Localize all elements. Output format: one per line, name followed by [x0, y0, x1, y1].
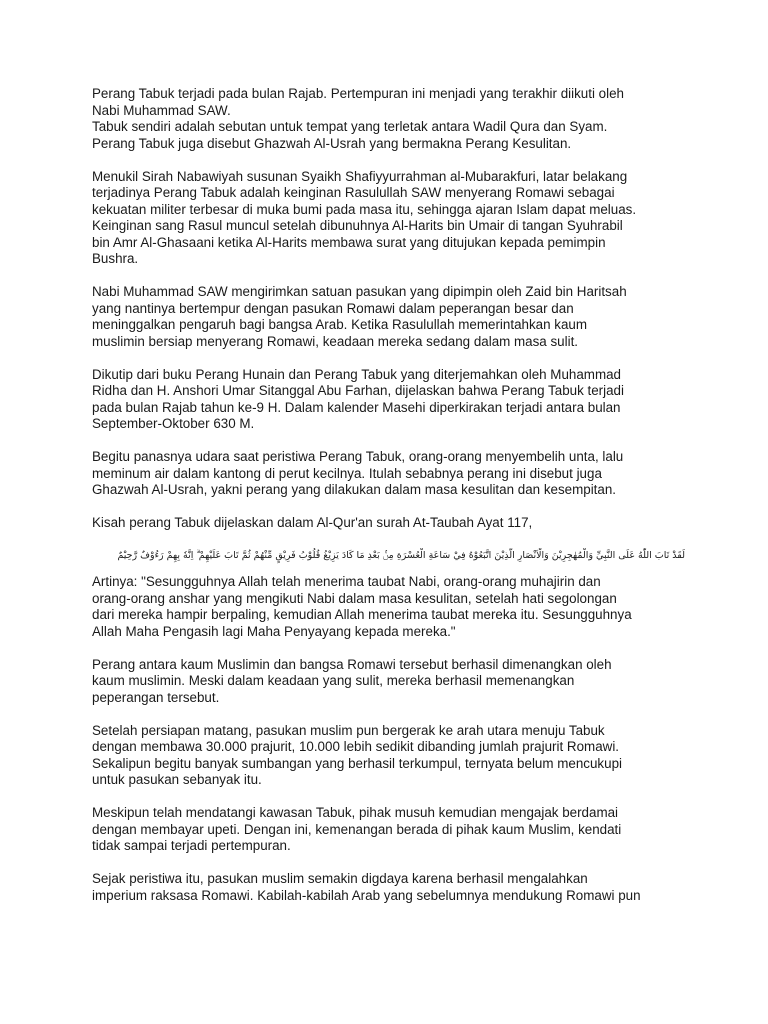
- text-line: Sejak peristiwa itu, pasukan muslim semakin digdaya karena berhasil mengalahkan: [92, 871, 588, 886]
- text-line: yang nantinya bertempur dengan pasukan Romawi dalam peperangan besar dan: [92, 300, 574, 316]
- text-line: Bushra.: [92, 251, 139, 266]
- text-line: dengan membawa 30.000 prajurit, 10.000 lebih sedikit dibanding jumlah prajurit Romawi.: [92, 739, 620, 754]
- paragraph-9: [92, 723, 692, 789]
- text-line: Kisah perang Tabuk dijelaskan dalam Al-Qur'an surah At-Taubah Ayat 117,: [92, 515, 533, 530]
- paragraph-5: [92, 449, 692, 499]
- text-line: Perang Tabuk terjadi pada bulan Rajab. Pertempuran ini menjadi yang terakhir diikuti oleh: [92, 86, 624, 101]
- text-line: Meskipun telah mendatangi kawasan Tabuk, pihak musuh kemudian mengajak berdamai: [92, 805, 619, 820]
- document-body: [92, 86, 692, 921]
- paragraph-10: [92, 805, 692, 855]
- text-line: bin Amr Al-Ghasaani ketika Al-Harits membawa surat yang ditujukan kepada pemimpin: [92, 234, 606, 250]
- text-line: Sekalipun begitu banyak sumbangan yang berhasil terkumpul, ternyata belum mencukupi: [92, 755, 622, 771]
- text-line: September-Oktober 630 M.: [92, 416, 255, 431]
- text-line: Begitu panasnya udara saat peristiwa Perang Tabuk, orang-orang menyembelih unta, lalu: [92, 449, 624, 464]
- text-line: Perang Tabuk juga disebut Ghazwah Al-Usrah yang bermakna Perang Kesulitan.: [92, 135, 572, 151]
- paragraph-8: [92, 657, 692, 707]
- text-line: Tabuk sendiri adalah sebutan untuk tempat yang terletak antara Wadil Qura dan Syam.: [92, 119, 608, 134]
- paragraph-4: [92, 367, 692, 433]
- text-line: terjadinya Perang Tabuk adalah keinginan Rasulullah SAW menyerang Romawi sebagai: [92, 185, 615, 200]
- text-line: Nabi Muhammad SAW.: [92, 102, 231, 118]
- text-line: Nabi Muhammad SAW mengirimkan satuan pasukan yang dipimpin oleh Zaid bin Haritsah: [92, 284, 627, 299]
- paragraph-7: [92, 574, 692, 640]
- text-line: Menukil Sirah Nabawiyah susunan Syaikh Shafiyyurrahman al-Mubarakfuri, latar belakang: [92, 168, 628, 184]
- text-line: muslimin bersiap menyerang Romawi, keadaan mereka sedang dalam masa sulit.: [92, 333, 579, 349]
- text-line: untuk pasukan sebanyak itu.: [92, 772, 262, 787]
- text-line: Keinginan sang Rasul muncul setelah dibunuhnya Al-Harits bin Umair di tangan Syuhrabil: [92, 218, 623, 233]
- paragraph-6: [92, 515, 692, 532]
- text-line: pada bulan Rajab tahun ke-9 H. Dalam kalender Masehi diperkirakan terjadi antara bulan: [92, 399, 621, 415]
- paragraph-1: [92, 86, 692, 152]
- text-line: Perang antara kaum Muslimin dan bangsa Romawi tersebut berhasil dimenangkan oleh: [92, 656, 612, 672]
- text-line: Allah Maha Pengasih lagi Maha Penyayang kepada mereka.": [92, 623, 456, 639]
- text-line: dengan membayar upeti. Dengan ini, kemenangan berada di pihak kaum Muslim, kendati: [92, 821, 622, 837]
- text-line: meninggalkan pengaruh bagi bangsa Arab. Ketika Rasulullah memerintahkan kaum: [92, 317, 588, 332]
- text-line: kekuatan militer terbesar di muka bumi pada masa itu, sehingga ajaran Islam dapat meluas.: [92, 201, 637, 217]
- text-line: imperium raksasa Romawi. Kabilah-kabilah Arab yang sebelumnya mendukung Romawi pun: [92, 887, 641, 903]
- arabic-verse: لَقَدْ تَابَ اللّٰهُ عَلَى النَّبِيِّ وَالْمُهٰجِرِيْنَ وَالْاَنْصَارِ الَّذِيْنَ اتَّبَعُوْهُ فِيْ سَاعَةِ الْعُسْرَةِ مِنْۢ بَعْدِ مَا كَادَ يَزِيْغُ قُلُوْبُ فَرِيْقٍ مِّنْهُمْ ثُمَّ تَابَ عَلَيْهِمْ ۗ اِنَّهٗ بِهِمْ رَءُوْفٌ رَّحِيْمٌ: [117, 550, 685, 561]
- text-line: Ridha dan H. Anshori Umar Sitanggal Abu Farhan, dijelaskan bahwa Perang Tabuk terjadi: [92, 383, 624, 398]
- paragraph-3: [92, 284, 692, 350]
- text-line: tidak sampai terjadi pertempuran.: [92, 838, 291, 853]
- paragraph-2: [92, 169, 692, 268]
- text-line: meminum air dalam kantong di perut kecilnya. Itulah sebabnya perang ini disebut juga: [92, 465, 602, 481]
- text-line: Dikutip dari buku Perang Hunain dan Perang Tabuk yang diterjemahkan oleh Muhammad: [92, 366, 622, 382]
- text-line: dari mereka hampir berpaling, kemudian Allah menerima taubat mereka itu. Sesungguhnya: [92, 607, 632, 622]
- text-line: Ghazwah Al-Usrah, yakni perang yang dilakukan dalam masa kesulitan dan kesempitan.: [92, 482, 617, 497]
- text-line: Setelah persiapan matang, pasukan muslim pun bergerak ke arah utara menuju Tabuk: [92, 722, 605, 738]
- text-line: Artinya: "Sesungguhnya Allah telah menerima taubat Nabi, orang-orang muhajirin dan: [92, 574, 601, 589]
- text-line: peperangan tersebut.: [92, 689, 220, 705]
- text-line: kaum muslimin. Meski dalam keadaan yang sulit, mereka berhasil memenangkan: [92, 673, 575, 688]
- text-line: orang-orang anshar yang mengikuti Nabi dalam masa kesulitan, setelah hati segolongan: [92, 590, 617, 606]
- paragraph-11: [92, 871, 692, 904]
